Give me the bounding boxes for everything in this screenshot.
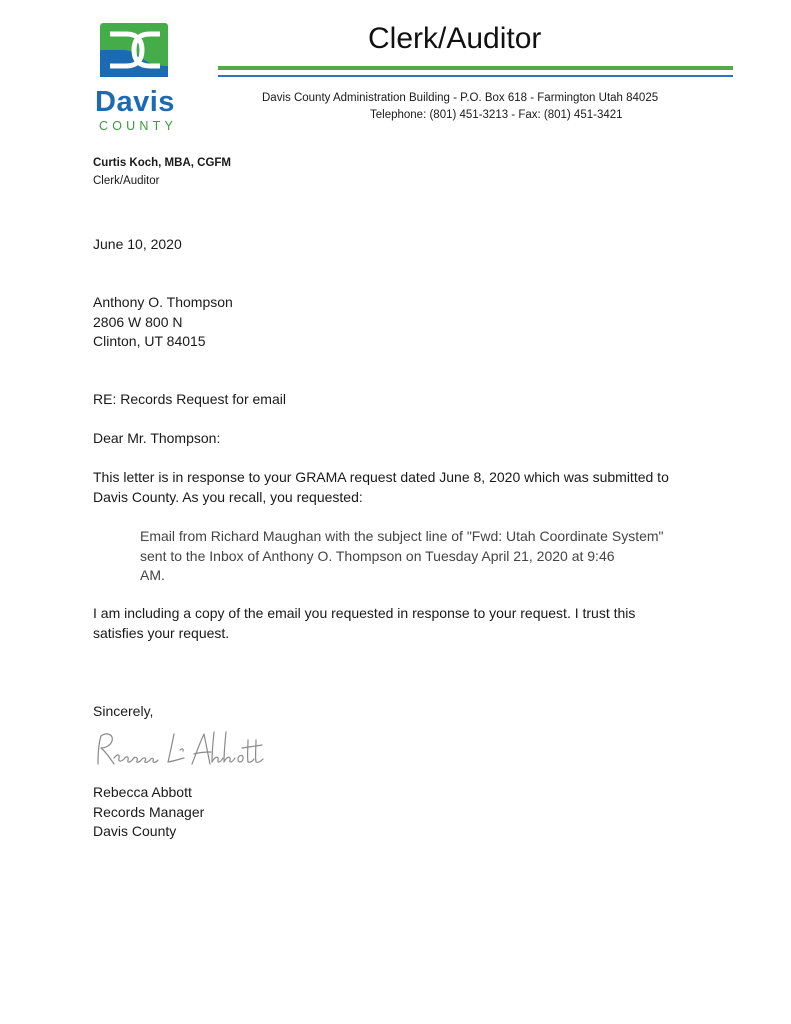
paragraph-2: [93, 604, 635, 643]
quote-line-1: Email from Richard Maughan with the subject line of "Fwd: Utah Coordinate System": [140, 528, 664, 544]
official-title: Clerk/Auditor: [93, 175, 160, 187]
requested-record-quote: [140, 527, 664, 586]
recipient-city: Clinton, UT 84015: [93, 333, 206, 349]
paragraph-2-line-1: I am including a copy of the email you requested in response to your request. I trust this: [93, 605, 636, 621]
salutation: Dear Mr. Thompson:: [93, 430, 221, 446]
recipient-street: 2806 W 800 N: [93, 313, 183, 330]
paragraph-1-line-2: Davis County. As you recall, you requested:: [93, 488, 363, 505]
logo-word-county: COUNTY: [99, 119, 177, 133]
paragraph-1: [93, 468, 669, 507]
subject-line: RE: Records Request for email: [93, 391, 286, 407]
quote-line-3: AM.: [140, 567, 165, 583]
signer-name: Rebecca Abbott: [93, 784, 192, 800]
paragraph-2-line-2: satisfies your request.: [93, 624, 230, 641]
closing: Sincerely,: [93, 703, 154, 719]
quote-line-2: sent to the Inbox of Anthony O. Thompson on Tuesday April 21, 2020 at 9:46: [140, 547, 615, 564]
signature-drawing: [92, 728, 267, 772]
signer-block: [93, 783, 204, 842]
davis-county-logo-mark: [84, 20, 186, 82]
logo-word-davis: Davis: [95, 86, 175, 118]
header-rule-green: [218, 66, 733, 70]
paragraph-1-line-1: This letter is in response to your GRAMA request dated June 8, 2020 which was submitted to: [93, 469, 669, 485]
signer-organization: Davis County: [93, 823, 177, 839]
office-phone-fax: Telephone: (801) 451-3213 - Fax: (801) 451-3421: [370, 109, 623, 121]
letter-date: June 10, 2020: [93, 236, 182, 252]
office-address: Davis County Administration Building - P.O. Box 618 - Farmington Utah 84025: [262, 92, 659, 104]
recipient-name: Anthony O. Thompson: [93, 294, 233, 310]
header-rule-blue: [218, 75, 733, 77]
office-title: Clerk/Auditor: [368, 22, 542, 55]
handwritten-signature: [92, 728, 267, 772]
signer-title: Records Manager: [93, 803, 205, 820]
davis-county-logo: [84, 20, 186, 132]
recipient-address: [93, 293, 233, 352]
official-name: Curtis Koch, MBA, CGFM: [93, 157, 231, 169]
